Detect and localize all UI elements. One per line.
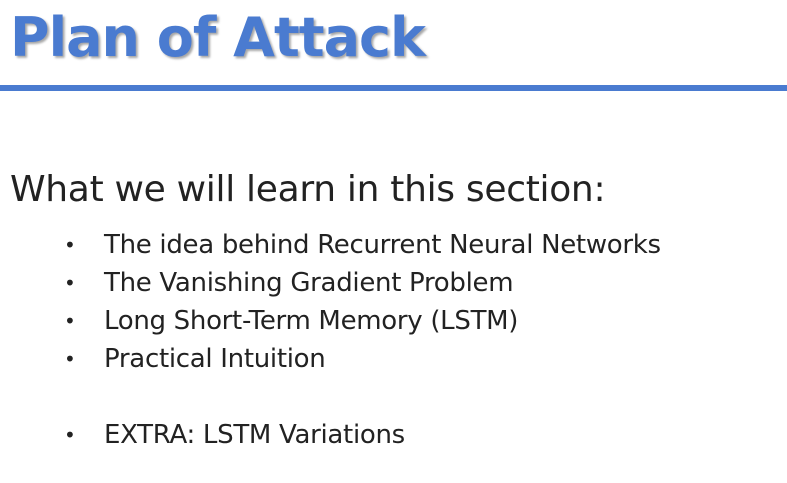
title-divider [0,85,787,91]
list-item-text: Practical Intuition [104,344,326,374]
slide-title: Plan of Attack [10,6,425,69]
bullet-icon: • [64,271,76,295]
list-item-text: The idea behind Recurrent Neural Networks [104,230,661,260]
bullet-icon: • [64,423,76,447]
list-item-text: The Vanishing Gradient Problem [104,268,514,298]
bullet-icon: • [64,347,76,371]
section-heading: What we will learn in this section: [10,169,606,210]
list-item-text: Long Short-Term Memory (LSTM) [104,306,519,336]
bullet-icon: • [64,233,76,257]
bullet-icon: • [64,309,76,333]
list-item-text: EXTRA: LSTM Variations [104,420,405,450]
